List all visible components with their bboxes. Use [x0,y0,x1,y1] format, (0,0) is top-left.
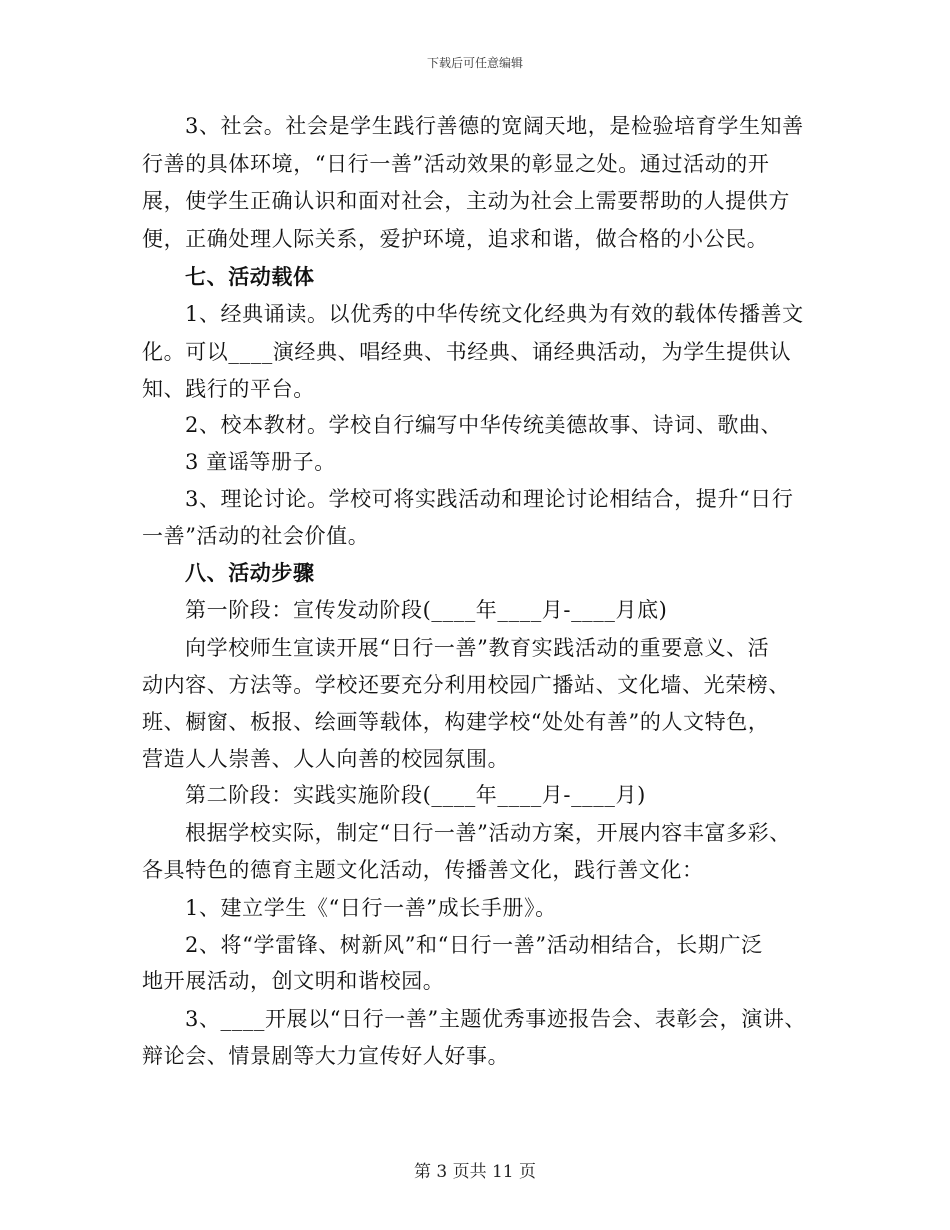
paragraph-line: 各具特色的德育主题文化活动，传播善文化，践行善文化： [142,858,704,882]
paragraph-line: 3、社会。社会是学生践行善德的宽阔天地，是检验培育学生知善 [185,114,804,138]
paragraph-line: 根据学校实际，制定“日行一善”活动方案，开展内容丰富多彩、 [185,821,791,845]
paragraph-line: 3 童谣等册子。 [185,450,336,474]
page-header: 下载后可任意编辑 [426,56,523,70]
section-heading: 八、活动步骤 [185,560,315,585]
paragraph-line: 辩论会、情景剧等大力宣传好人好事。 [142,1044,510,1068]
paragraph-line: 班、橱窗、板报、绘画等载体，构建学校“处处有善”的人文特色， [142,710,770,734]
paragraph-line: 展，使学生正确认识和面对社会，主动为社会上需要帮助的人提供方 [142,189,790,213]
paragraph-line: 营造人人崇善、人人向善的校园氛围。 [142,747,510,771]
paragraph-line: 向学校师生宣读开展“日行一善”教育实践活动的重要意义、活 [185,636,770,660]
paragraph-line: 动内容、方法等。学校还要充分利用校园广播站、文化墙、光荣榜、 [142,673,790,697]
paragraph-line: 2、将“学雷锋、树新风”和“日行一善”活动相结合，长期广泛 [185,933,763,957]
paragraph-line: 行善的具体环境，“日行一善”活动效果的彰显之处。通过活动的开 [142,152,770,176]
paragraph-line: 化。可以____演经典、唱经典、书经典、诵经典活动，为学生提供认 [142,340,792,364]
paragraph-line: 知、践行的平台。 [142,377,315,401]
paragraph-line: 1、经典诵读。以优秀的中华传统文化经典为有效的载体传播善文 [185,302,804,326]
section-heading: 七、活动载体 [185,264,315,289]
paragraph-line: 地开展活动，创文明和谐校园。 [142,969,445,993]
paragraph-line: 第一阶段：宣传发动阶段(____年____月-____月底) [185,598,668,622]
paragraph-line: 便，正确处理人际关系，爱护环境，追求和谐，做合格的小公民。 [142,227,769,251]
paragraph-line: 一善”活动的社会价值。 [142,524,370,548]
paragraph-line: 1、建立学生《“日行一善”成长手册》。 [185,896,557,920]
paragraph-line: 2、校本教材。学校自行编写中华传统美德故事、诗词、歌曲、 [185,413,783,437]
page-footer: 第 3 页共 11 页 [413,1162,537,1182]
paragraph-line: 3、理论讨论。学校可将实践活动和理论讨论相结合，提升“日行 [185,487,794,511]
paragraph-line: 3、____开展以“日行一善”主题优秀事迹报告会、表彰会，演讲、 [185,1007,807,1031]
paragraph-line: 第二阶段：实践实施阶段(____年____月-____月) [185,783,646,807]
